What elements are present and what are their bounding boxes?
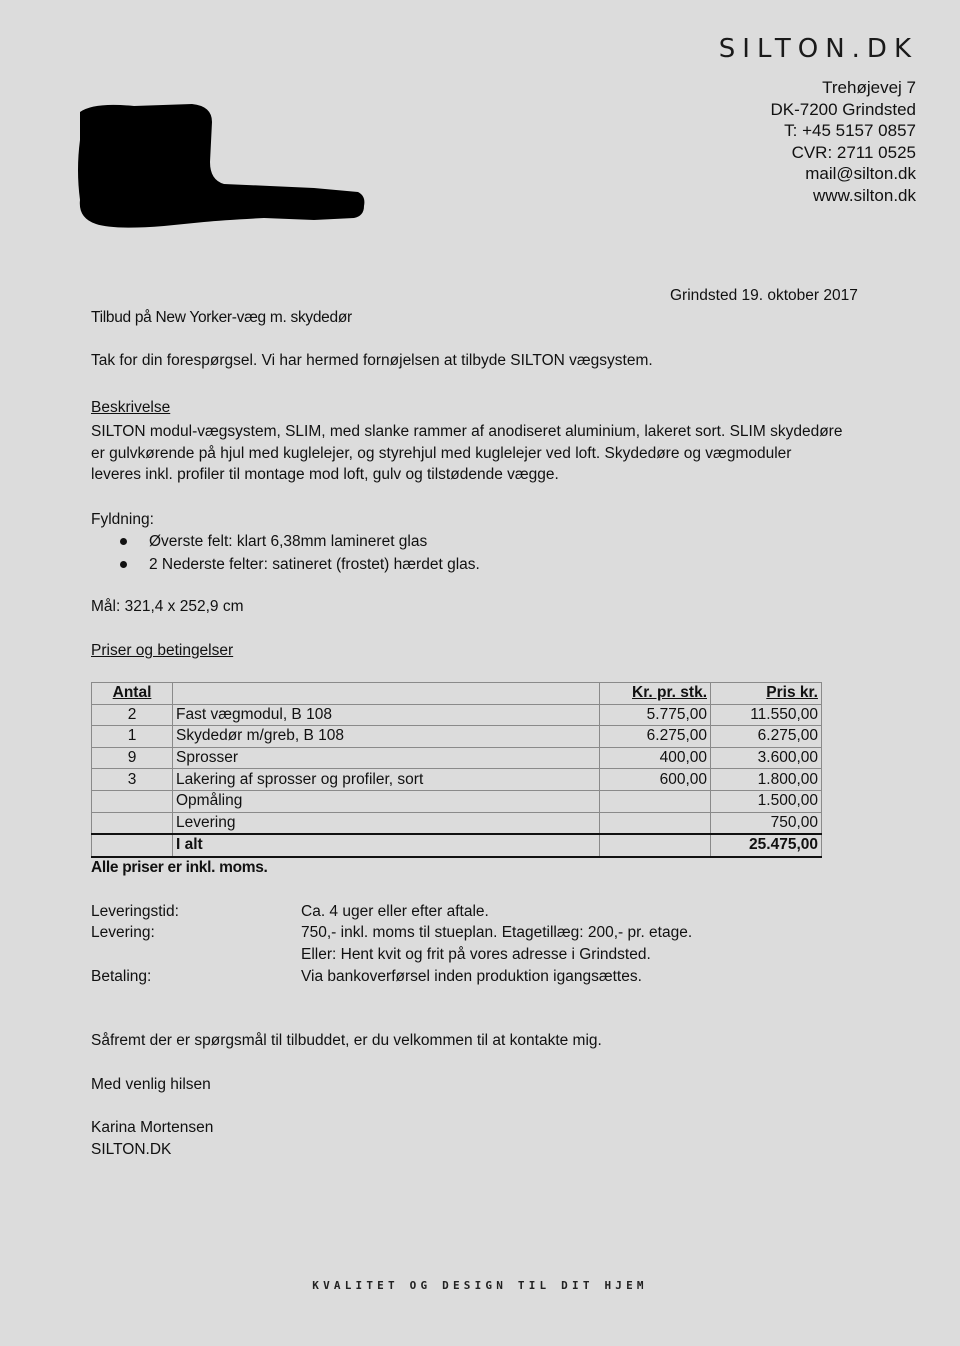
cell-qty: 3 xyxy=(92,769,173,791)
bullet-icon xyxy=(120,561,127,568)
address-city: DK-7200 Grindsted xyxy=(770,99,916,119)
table-row xyxy=(92,812,822,834)
table-row xyxy=(92,704,822,726)
company-address-block xyxy=(770,77,916,207)
price-table xyxy=(91,682,822,858)
description-line: leveres inkl. profiler til montage mod loft, gulv og tilstødende vægge. xyxy=(91,466,559,483)
filling-list-item xyxy=(91,554,480,577)
description-line: er gulvkørende på hjul med kuglelejer, og styrehjul med kuglelejer ved loft. Skydedøre og vægmoduler xyxy=(91,444,792,462)
cell-description: Skydedør m/greb, B 108 xyxy=(173,726,600,748)
term-value: Eller: Hent kvit og frit på vores adresse i Grindsted. xyxy=(301,946,651,963)
closing-paragraph: Såfremt der er spørgsmål til tilbuddet, er du velkommen til at kontakte mig. xyxy=(91,1032,602,1049)
table-header-row xyxy=(92,683,822,705)
cell-total-price: 6.275,00 xyxy=(711,726,822,748)
address-phone: T: +45 5157 0857 xyxy=(784,121,916,141)
address-email[interactable]: mail@silton.dk xyxy=(805,164,916,184)
term-value: 750,- inkl. moms til stueplan. Etagetillæg: 200,- pr. etage. xyxy=(301,924,693,941)
table-row xyxy=(92,769,822,791)
cell-unit-price: 400,00 xyxy=(600,747,711,769)
letter-subject: Tilbud på New Yorker-væg m. skydedør xyxy=(91,309,352,326)
filling-list xyxy=(91,531,480,576)
footer-tagline: KVALITET OG DESIGN TIL DIT HJEM xyxy=(312,1279,648,1292)
cell-total-price: 1.800,00 xyxy=(711,769,822,791)
signer-company: SILTON.DK xyxy=(91,1141,172,1158)
table-total-row xyxy=(92,834,822,857)
vat-note: Alle priser er inkl. moms. xyxy=(91,859,268,876)
column-header-qty: Antal xyxy=(92,683,173,705)
address-cvr: CVR: 2711 0525 xyxy=(791,142,916,162)
description-paragraph xyxy=(91,421,881,486)
letter-date: Grindsted 19. oktober 2017 xyxy=(670,287,858,304)
cell-total-price: 3.600,00 xyxy=(711,747,822,769)
cell-total-label: I alt xyxy=(173,834,600,857)
address-website[interactable]: www.silton.dk xyxy=(813,185,916,205)
cell-description: Lakering af sprosser og profiler, sort xyxy=(173,769,600,791)
cell-qty: 2 xyxy=(92,704,173,726)
term-value: Ca. 4 uger eller efter aftale. xyxy=(301,903,489,920)
cell-unit-price: 600,00 xyxy=(600,769,711,791)
term-label: Betaling: xyxy=(91,968,152,985)
cell-qty xyxy=(92,790,173,812)
column-header-total-price: Pris kr. xyxy=(711,683,822,705)
cell-description: Levering xyxy=(173,812,600,834)
intro-paragraph: Tak for din forespørgsel. Vi har hermed fornøjelsen at tilbyde SILTON vægsystem. xyxy=(91,352,653,369)
cell-description: Opmåling xyxy=(173,790,600,812)
filling-label: Fyldning: xyxy=(91,511,154,528)
cell-qty: 9 xyxy=(92,747,173,769)
column-header-description xyxy=(173,683,600,705)
cell-qty: 1 xyxy=(92,726,173,748)
filling-item-text: 2 Nederste felter: satineret (frostet) hærdet glas. xyxy=(149,555,480,573)
cell-qty xyxy=(92,834,173,857)
cell-description: Sprosser xyxy=(173,747,600,769)
signer-name: Karina Mortensen xyxy=(91,1119,214,1136)
redaction-mark xyxy=(74,100,366,232)
cell-unit-price xyxy=(600,812,711,834)
address-street: Trehøjevej 7 xyxy=(822,78,916,97)
table-row xyxy=(92,790,822,812)
term-value: Via bankoverførsel inden produktion igangsættes. xyxy=(301,968,642,985)
cell-unit-price: 6.275,00 xyxy=(600,726,711,748)
cell-total-price: 750,00 xyxy=(711,812,822,834)
term-label: Leveringstid: xyxy=(91,903,179,920)
description-line: SILTON modul-vægsystem, SLIM, med slanke rammer af anodiseret aluminium, lakeret sort. SLIM skydedøre xyxy=(91,423,843,440)
filling-list-item xyxy=(91,531,480,554)
table-row xyxy=(92,747,822,769)
term-label: Levering: xyxy=(91,924,155,941)
cell-unit-price xyxy=(600,834,711,857)
prices-heading: Priser og betingelser xyxy=(91,642,234,659)
dimensions-text: Mål: 321,4 x 252,9 cm xyxy=(91,598,244,615)
cell-unit-price xyxy=(600,790,711,812)
closing-regards: Med venlig hilsen xyxy=(91,1076,211,1093)
brand-logo-text: SILTON.DK xyxy=(718,34,918,64)
cell-unit-price: 5.775,00 xyxy=(600,704,711,726)
cell-qty xyxy=(92,812,173,834)
filling-item-text: Øverste felt: klart 6,38mm lamineret glas xyxy=(149,533,428,550)
cell-total-price: 11.550,00 xyxy=(711,704,822,726)
cell-grand-total: 25.475,00 xyxy=(711,834,822,857)
cell-description: Fast vægmodul, B 108 xyxy=(173,704,600,726)
cell-total-price: 1.500,00 xyxy=(711,790,822,812)
table-row xyxy=(92,726,822,748)
column-header-unit-price: Kr. pr. stk. xyxy=(600,683,711,705)
bullet-icon xyxy=(120,538,127,545)
description-heading: Beskrivelse xyxy=(91,399,171,416)
